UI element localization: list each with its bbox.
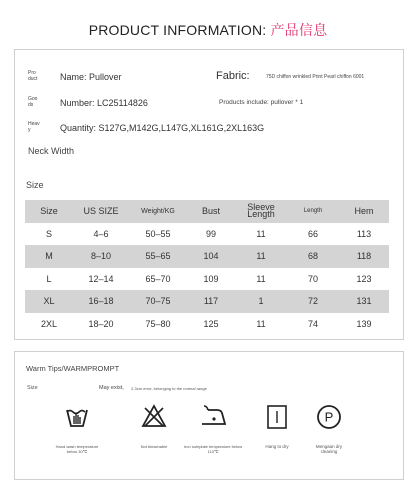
includes-value: Products include: pullover * 1 (219, 99, 304, 106)
cell: 131 (339, 290, 389, 313)
cell: 139 (356, 318, 372, 329)
table-row (25, 290, 389, 313)
may-exist-text: May exist, (99, 385, 124, 391)
error-note: 2-3cm error, belonging to the normal range (131, 386, 207, 391)
product-label: Pro duct (28, 70, 38, 82)
goods-label: Goo ds (28, 96, 38, 108)
header-sleeve-length: Sleeve Length (235, 200, 287, 223)
hang-dry-caption: Hang to dry (265, 444, 289, 449)
cell: 12–14 (88, 273, 114, 284)
tips-size-label: Size (27, 385, 38, 391)
size-label: Size (26, 180, 44, 190)
cell: 117 (187, 290, 235, 313)
cell: M (25, 245, 73, 268)
cell: 55–65 (129, 245, 187, 268)
title-chinese: 产品信息 (270, 22, 328, 38)
cell: 104 (187, 245, 235, 268)
cell: 123 (356, 273, 372, 284)
cell: 99 (205, 228, 216, 239)
iron-low-caption: Iron soleplate temperature below 110℃ (183, 444, 243, 454)
hang-dry-icon (266, 404, 288, 430)
cell: 68 (287, 245, 339, 268)
no-bleach-caption: Not bleachable (140, 444, 168, 449)
cell: 18–20 (88, 318, 114, 329)
hand-wash-caption: Hand wash temperature below 30℃ (55, 444, 99, 454)
page-title (0, 20, 416, 40)
quantity-value: Quantity: S127G,M142G,L147G,XL161G,2XL163G (60, 123, 265, 133)
no-bleach-icon (141, 404, 167, 428)
cell: 16–18 (73, 290, 129, 313)
number-value: Number: LC25114826 (60, 98, 148, 108)
cell: 125 (203, 318, 219, 329)
table-row (25, 268, 389, 291)
header-hem: Hem (339, 200, 389, 223)
cell: 11 (256, 228, 266, 239)
cell: 118 (339, 245, 389, 268)
cell: 11 (235, 245, 287, 268)
table-row (25, 223, 389, 246)
fabric-label: Fabric: (216, 70, 250, 82)
cell: 113 (356, 228, 372, 239)
cell: 4–6 (93, 228, 109, 239)
heavy-label: Heav y (28, 121, 40, 133)
cell: 70–75 (129, 290, 187, 313)
cell: 8–10 (73, 245, 129, 268)
cell: 11 (256, 273, 266, 284)
cell: S (45, 228, 52, 239)
cell: 66 (307, 228, 318, 239)
cell: 1 (235, 290, 287, 313)
table-row (25, 245, 389, 268)
cell: L (46, 273, 52, 284)
iron-low-icon (198, 404, 228, 428)
name-value: Name: Pullover (60, 72, 122, 82)
header-us-size: US SIZE (73, 200, 129, 223)
table-row (25, 313, 389, 336)
dry-clean-caption: Mengaan dry cleaning (315, 444, 343, 454)
cell: 50–55 (145, 228, 171, 239)
table-header-row (25, 200, 389, 223)
title-english: PRODUCT INFORMATION: (88, 22, 267, 38)
header-length: Length (287, 200, 339, 223)
hand-wash-icon (64, 404, 90, 430)
cell: 75–80 (145, 318, 171, 329)
header-weight: Weight/KG (129, 200, 187, 223)
cell: 74 (307, 318, 318, 329)
header-bust: Bust (187, 200, 235, 223)
svg-text:P: P (324, 409, 334, 425)
fabric-value: 75D chiffon wrinkled Print Pearl chiffon 6001 (266, 74, 365, 80)
dry-clean-p-icon (316, 404, 342, 430)
cell: 65–70 (145, 273, 171, 284)
header-size: Size (25, 200, 73, 223)
size-table (25, 200, 389, 335)
cell: 2XL (40, 318, 57, 329)
cell: XL (25, 290, 73, 313)
cell: 72 (287, 290, 339, 313)
cell: 109 (203, 273, 219, 284)
cell: 11 (256, 318, 266, 329)
neck-width-label: Neck Width (28, 146, 75, 156)
warm-tips-title: Warm Tips/WARMPROMPT (26, 364, 120, 373)
cell: 70 (307, 273, 318, 284)
